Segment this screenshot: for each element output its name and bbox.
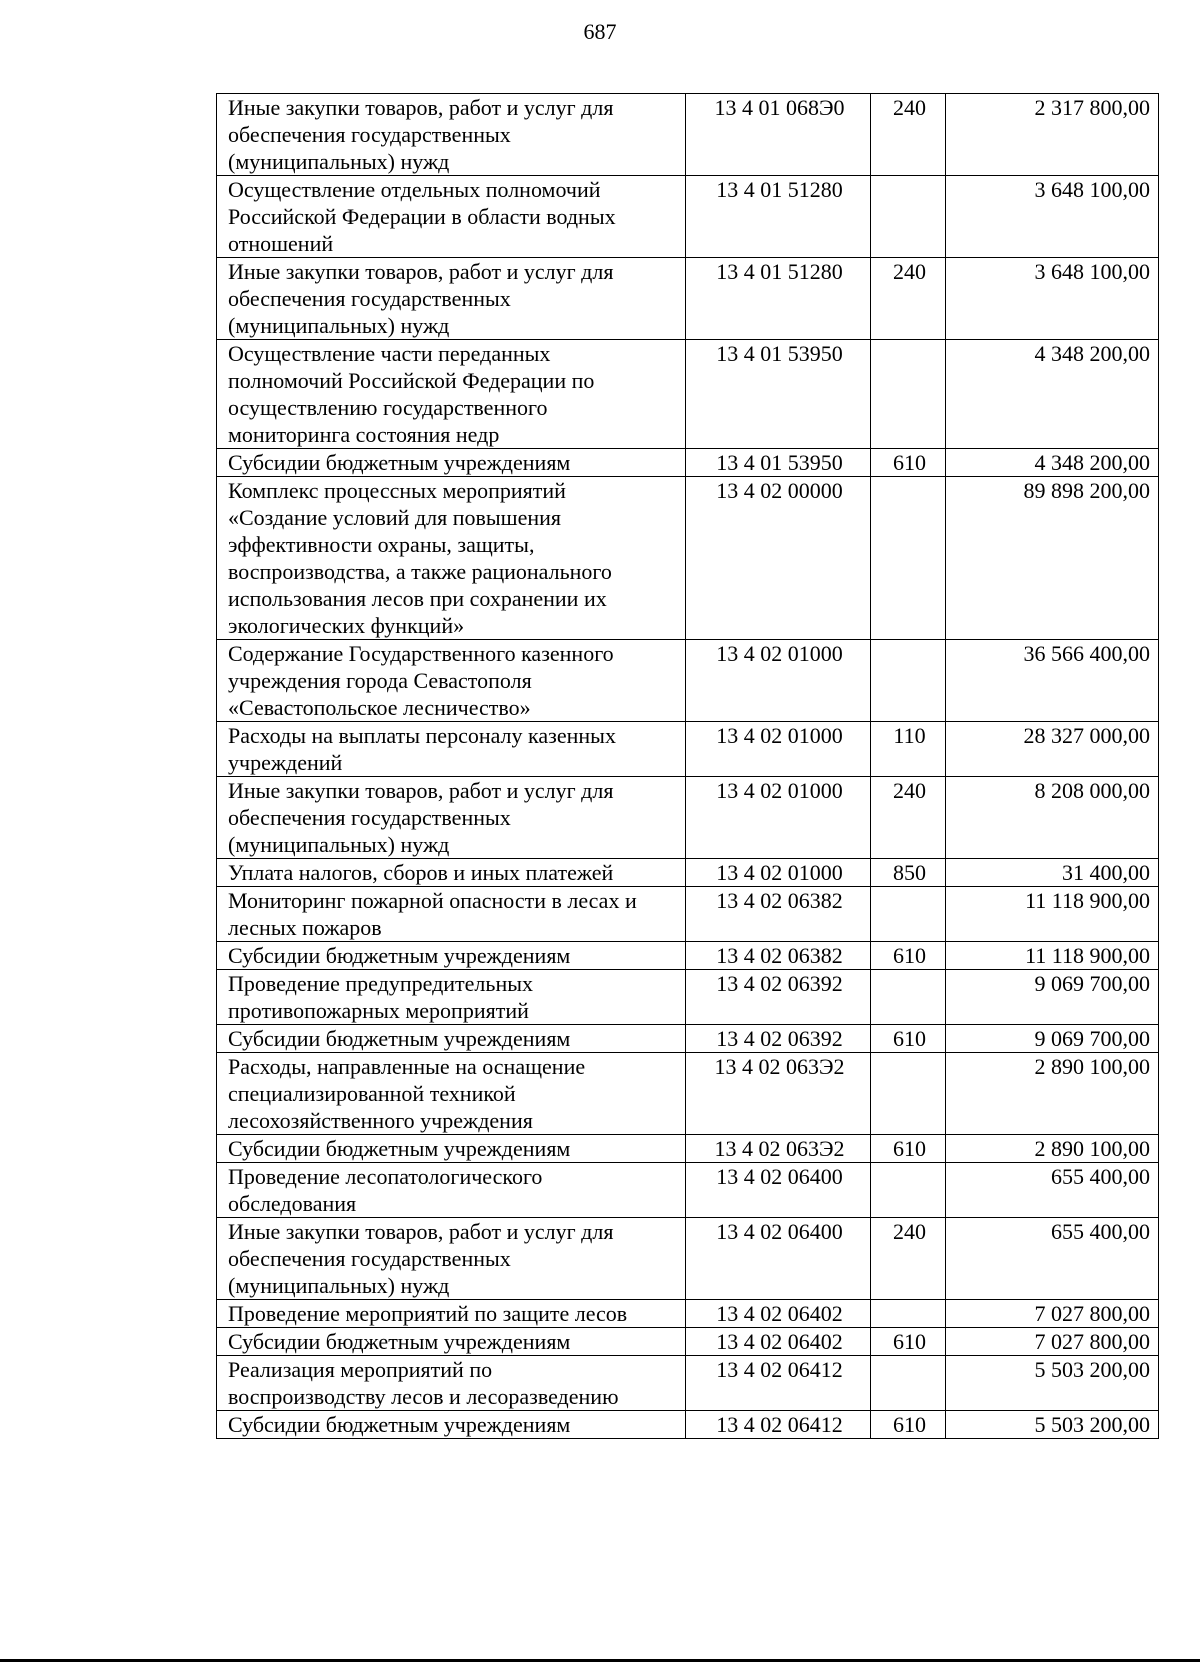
expense-type-cell bbox=[871, 1163, 946, 1218]
expense-name-cell: Проведение предупредительных противопожарных мероприятий bbox=[217, 970, 686, 1025]
expense-type-cell: 110 bbox=[871, 722, 946, 777]
amount-cell: 3 648 100,00 bbox=[946, 258, 1159, 340]
page-number: 687 bbox=[583, 19, 617, 44]
expense-name-cell: Комплекс процессных мероприятий «Создание условий для повышения эффективности охраны, защиты, воспроизводства, а также рационального использования лесов при сохранении их экологических функций» bbox=[217, 477, 686, 640]
table-row bbox=[217, 887, 1159, 942]
table-row bbox=[217, 1025, 1159, 1053]
expense-name-cell: Расходы на выплаты персоналу казенных учреждений bbox=[217, 722, 686, 777]
amount-cell: 31 400,00 bbox=[946, 859, 1159, 887]
expense-type-cell: 610 bbox=[871, 1411, 946, 1439]
target-code-cell: 13 4 02 01000 bbox=[686, 777, 871, 859]
target-code-cell: 13 4 02 06400 bbox=[686, 1218, 871, 1300]
amount-cell: 7 027 800,00 bbox=[946, 1328, 1159, 1356]
target-code-cell: 13 4 02 06392 bbox=[686, 1025, 871, 1053]
table-row bbox=[217, 449, 1159, 477]
expense-type-cell: 610 bbox=[871, 1328, 946, 1356]
target-code-cell: 13 4 02 06392 bbox=[686, 970, 871, 1025]
expense-type-cell bbox=[871, 340, 946, 449]
target-code-cell: 13 4 02 063Э2 bbox=[686, 1135, 871, 1163]
expense-type-cell bbox=[871, 1053, 946, 1135]
expense-name-cell: Иные закупки товаров, работ и услуг для обеспечения государственных (муниципальных) нужд bbox=[217, 1218, 686, 1300]
target-code-cell: 13 4 02 063Э2 bbox=[686, 1053, 871, 1135]
target-code-cell: 13 4 02 01000 bbox=[686, 640, 871, 722]
expense-type-cell bbox=[871, 1300, 946, 1328]
table-row bbox=[217, 1135, 1159, 1163]
amount-cell: 4 348 200,00 bbox=[946, 449, 1159, 477]
expense-name-cell: Субсидии бюджетным учреждениям bbox=[217, 1025, 686, 1053]
amount-cell: 5 503 200,00 bbox=[946, 1411, 1159, 1439]
amount-cell: 9 069 700,00 bbox=[946, 1025, 1159, 1053]
amount-cell: 8 208 000,00 bbox=[946, 777, 1159, 859]
amount-cell: 28 327 000,00 bbox=[946, 722, 1159, 777]
target-code-cell: 13 4 02 06400 bbox=[686, 1163, 871, 1218]
expense-name-cell: Содержание Государственного казенного учреждения города Севастополя «Севастопольское лесничество» bbox=[217, 640, 686, 722]
amount-cell: 4 348 200,00 bbox=[946, 340, 1159, 449]
expense-type-cell bbox=[871, 887, 946, 942]
target-code-cell: 13 4 02 06382 bbox=[686, 942, 871, 970]
amount-cell: 11 118 900,00 bbox=[946, 942, 1159, 970]
table-row bbox=[217, 1218, 1159, 1300]
target-code-cell: 13 4 02 01000 bbox=[686, 859, 871, 887]
target-code-cell: 13 4 02 06412 bbox=[686, 1356, 871, 1411]
expense-type-cell bbox=[871, 176, 946, 258]
table-row bbox=[217, 477, 1159, 640]
expense-name-cell: Субсидии бюджетным учреждениям bbox=[217, 1411, 686, 1439]
amount-cell: 36 566 400,00 bbox=[946, 640, 1159, 722]
expense-name-cell: Субсидии бюджетным учреждениям bbox=[217, 449, 686, 477]
expense-name-cell: Иные закупки товаров, работ и услуг для обеспечения государственных (муниципальных) нужд bbox=[217, 777, 686, 859]
expense-type-cell: 610 bbox=[871, 1135, 946, 1163]
expense-type-cell: 850 bbox=[871, 859, 946, 887]
budget-table-body bbox=[217, 94, 1159, 1439]
expense-name-cell: Осуществление части переданных полномочий Российской Федерации по осуществлению государственного мониторинга состояния недр bbox=[217, 340, 686, 449]
table-row bbox=[217, 1053, 1159, 1135]
target-code-cell: 13 4 01 53950 bbox=[686, 449, 871, 477]
target-code-cell: 13 4 01 53950 bbox=[686, 340, 871, 449]
expense-name-cell: Расходы, направленные на оснащение специализированной техникой лесохозяйственного учреждения bbox=[217, 1053, 686, 1135]
table-row bbox=[217, 1300, 1159, 1328]
amount-cell: 3 648 100,00 bbox=[946, 176, 1159, 258]
expense-type-cell: 610 bbox=[871, 942, 946, 970]
expense-name-cell: Уплата налогов, сборов и иных платежей bbox=[217, 859, 686, 887]
target-code-cell: 13 4 01 51280 bbox=[686, 258, 871, 340]
table-row bbox=[217, 1328, 1159, 1356]
table-row bbox=[217, 1163, 1159, 1218]
expense-name-cell: Мониторинг пожарной опасности в лесах и лесных пожаров bbox=[217, 887, 686, 942]
table-row bbox=[217, 777, 1159, 859]
table-row bbox=[217, 94, 1159, 176]
expense-type-cell: 610 bbox=[871, 1025, 946, 1053]
amount-cell: 655 400,00 bbox=[946, 1218, 1159, 1300]
expense-type-cell: 240 bbox=[871, 777, 946, 859]
table-row bbox=[217, 970, 1159, 1025]
table-row bbox=[217, 942, 1159, 970]
amount-cell: 11 118 900,00 bbox=[946, 887, 1159, 942]
expense-name-cell: Иные закупки товаров, работ и услуг для обеспечения государственных (муниципальных) нужд bbox=[217, 258, 686, 340]
table-row bbox=[217, 1411, 1159, 1439]
expense-name-cell: Иные закупки товаров, работ и услуг для обеспечения государственных (муниципальных) нужд bbox=[217, 94, 686, 176]
amount-cell: 89 898 200,00 bbox=[946, 477, 1159, 640]
expense-type-cell bbox=[871, 1356, 946, 1411]
expense-type-cell: 240 bbox=[871, 1218, 946, 1300]
amount-cell: 655 400,00 bbox=[946, 1163, 1159, 1218]
expense-name-cell: Проведение лесопатологического обследования bbox=[217, 1163, 686, 1218]
table-row bbox=[217, 640, 1159, 722]
amount-cell: 5 503 200,00 bbox=[946, 1356, 1159, 1411]
expense-type-cell: 610 bbox=[871, 449, 946, 477]
table-row bbox=[217, 722, 1159, 777]
target-code-cell: 13 4 02 00000 bbox=[686, 477, 871, 640]
table-row bbox=[217, 1356, 1159, 1411]
expense-type-cell bbox=[871, 970, 946, 1025]
expense-name-cell: Субсидии бюджетным учреждениям bbox=[217, 942, 686, 970]
target-code-cell: 13 4 02 06412 bbox=[686, 1411, 871, 1439]
table-row bbox=[217, 176, 1159, 258]
expense-type-cell bbox=[871, 640, 946, 722]
target-code-cell: 13 4 02 06402 bbox=[686, 1328, 871, 1356]
target-code-cell: 13 4 02 01000 bbox=[686, 722, 871, 777]
expense-type-cell bbox=[871, 477, 946, 640]
expense-name-cell: Проведение мероприятий по защите лесов bbox=[217, 1300, 686, 1328]
expense-name-cell: Реализация мероприятий по воспроизводству лесов и лесоразведению bbox=[217, 1356, 686, 1411]
amount-cell: 2 317 800,00 bbox=[946, 94, 1159, 176]
amount-cell: 2 890 100,00 bbox=[946, 1135, 1159, 1163]
expense-name-cell: Субсидии бюджетным учреждениям bbox=[217, 1328, 686, 1356]
table-row bbox=[217, 340, 1159, 449]
budget-table bbox=[216, 93, 1159, 1439]
expense-name-cell: Осуществление отдельных полномочий Российской Федерации в области водных отношений bbox=[217, 176, 686, 258]
target-code-cell: 13 4 01 51280 bbox=[686, 176, 871, 258]
page-bottom-border bbox=[0, 1659, 1200, 1662]
table-row bbox=[217, 859, 1159, 887]
expense-type-cell: 240 bbox=[871, 258, 946, 340]
target-code-cell: 13 4 02 06382 bbox=[686, 887, 871, 942]
expense-type-cell: 240 bbox=[871, 94, 946, 176]
target-code-cell: 13 4 01 068Э0 bbox=[686, 94, 871, 176]
table-row bbox=[217, 258, 1159, 340]
amount-cell: 7 027 800,00 bbox=[946, 1300, 1159, 1328]
target-code-cell: 13 4 02 06402 bbox=[686, 1300, 871, 1328]
amount-cell: 2 890 100,00 bbox=[946, 1053, 1159, 1135]
amount-cell: 9 069 700,00 bbox=[946, 970, 1159, 1025]
expense-name-cell: Субсидии бюджетным учреждениям bbox=[217, 1135, 686, 1163]
